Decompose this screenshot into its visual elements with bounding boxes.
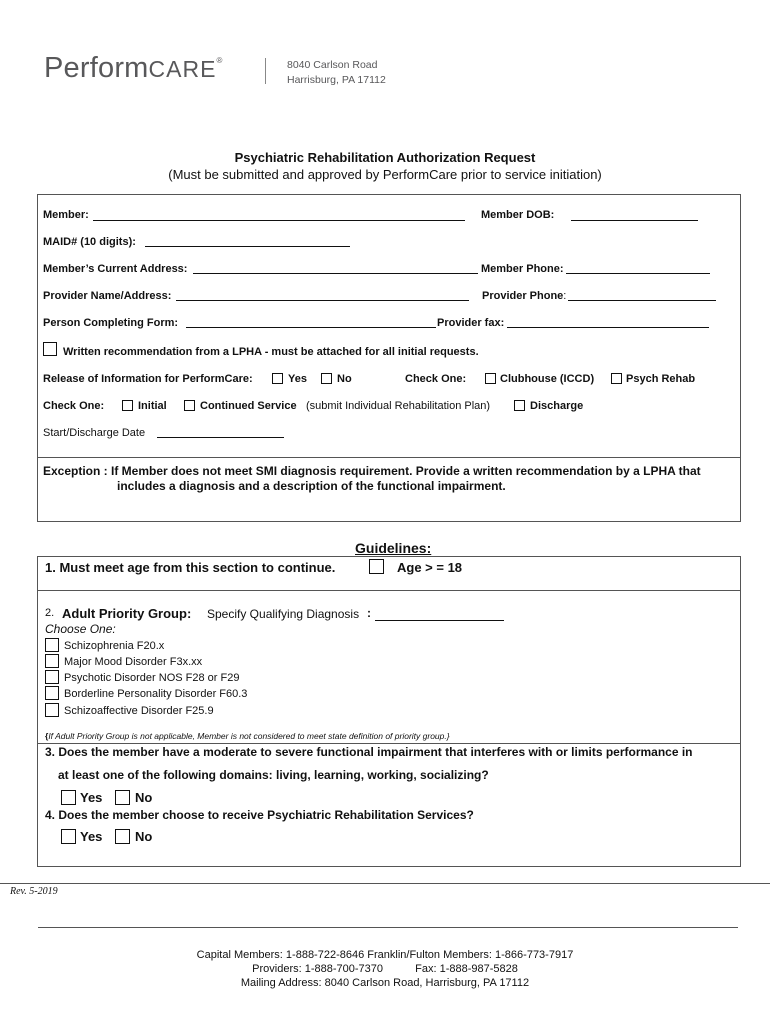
request-check-one-label: Check One: [43,400,105,412]
diagnosis-checkbox-3[interactable] [45,670,59,684]
q2-colon: : [367,606,371,620]
initial-label: Initial [138,400,167,412]
discharge-checkbox[interactable] [514,400,525,411]
page-subtitle: (Must be submitted and approved by PerformCare prior to service initiation) [168,167,602,182]
person-completing-label: Person Completing Form: [43,317,179,329]
maid-field[interactable] [145,246,350,247]
release-yes-checkbox[interactable] [272,373,283,384]
member-phone-field[interactable] [566,273,710,274]
guidelines-heading: Guidelines: [355,540,432,556]
member-field[interactable] [93,220,465,221]
footer-fax: Fax: 1-888-987-5828 [415,963,518,975]
start-discharge-text: Start/Discharge Date [43,427,146,439]
address-line-1: 8040 Carlson Road [287,59,378,71]
q2-title: Adult Priority Group: [62,606,192,621]
person-completing-field[interactable] [186,327,436,328]
priority-note-text: If Adult Priority Group is not applicable, Member is not considered to meet state definition of priority group.} [48,731,450,741]
diagnosis-label-5: Schizoaffective Disorder F25.9 [64,705,214,717]
start-discharge-label [43,427,145,439]
program-check-one-label: Check One: [405,373,467,385]
q2-number: 2. [45,607,55,619]
provider-name-field[interactable] [176,300,469,301]
lpha-text: Written recommendation from a LPHA - must be attached for all initial requests. [63,346,479,358]
priority-note-brace: { [45,731,49,741]
provider-phone-text: Provider Phone [482,290,564,302]
age-checkbox[interactable] [369,559,384,574]
diagnosis-label-1: Schizophrenia F20.x [64,640,165,652]
psych-rehab-checkbox[interactable] [611,373,622,384]
q4-no-label: No [135,829,153,844]
q3-no-checkbox[interactable] [115,790,130,805]
q3-divider [37,743,741,744]
performcare-logo [44,52,223,85]
clubhouse-label: Clubhouse (ICCD) [500,373,595,385]
diagnosis-label-4: Borderline Personality Disorder F60.3 [64,688,248,700]
diagnosis-label-2: Major Mood Disorder F3x.xx [64,656,203,668]
provider-phone-field[interactable] [568,300,716,301]
clubhouse-checkbox[interactable] [485,373,496,384]
q3-no-label: No [135,790,153,805]
maid-label: MAID# (10 digits): [43,236,136,248]
q3-line-2: at least one of the following domains: living, learning, working, socializing? [58,768,489,782]
logo-text-care: CARE [148,56,217,82]
header-address [287,58,386,88]
initial-checkbox[interactable] [122,400,133,411]
revision-divider [0,883,770,884]
age-option-label: Age > = 18 [397,560,463,575]
exception-line-2: includes a diagnosis and a description of the functional impairment. [117,479,506,493]
footer-line-1: Capital Members: 1-888-722-8646 Franklin/Fulton Members: 1-866-773-7917 [196,949,574,961]
registered-mark: ® [216,56,223,65]
footer-divider [38,927,738,928]
q3-line-1: 3. Does the member have a moderate to severe functional impairment that interferes with or limits performance in [45,745,693,759]
member-label: Member: [43,209,89,221]
release-yes-label: Yes [288,373,307,385]
exception-line-1: Exception : If Member does not meet SMI diagnosis requirement. Provide a written recommendation by a LPHA that [43,464,701,478]
diagnosis-checkbox-1[interactable] [45,638,59,652]
release-label: Release of Information for PerformCare: [43,373,253,385]
discharge-label: Discharge [530,400,584,412]
address-line-2: Harrisburg, PA 17112 [287,74,386,86]
diagnosis-checkbox-4[interactable] [45,686,59,700]
q1-text: 1. Must meet age from this section to continue. [45,560,336,575]
q4-yes-checkbox[interactable] [61,829,76,844]
diagnosis-checkbox-2[interactable] [45,654,59,668]
start-discharge-field[interactable] [157,437,284,438]
q3-yes-label: Yes [80,790,103,805]
diagnosis-label-3: Psychotic Disorder NOS F28 or F29 [64,672,240,684]
continued-service-label: Continued Service [200,400,297,412]
provider-phone-colon: : [563,290,567,302]
footer-line-3: Mailing Address: 8040 Carlson Road, Harrisburg, PA 17112 [240,977,530,989]
footer-line-2 [0,963,770,975]
exception-divider [37,457,741,458]
psych-rehab-label: Psych Rehab [626,373,696,385]
member-phone-label: Member Phone: [481,263,564,275]
priority-note [45,731,450,741]
diagnosis-checkbox-5[interactable] [45,703,59,717]
q4-text: 4. Does the member choose to receive Psychiatric Rehabilitation Services? [45,808,474,822]
release-no-label: No [337,373,352,385]
page-title: Psychiatric Rehabilitation Authorization Request [234,150,536,165]
revision-label: Rev. 5-2019 [10,886,58,897]
continued-service-checkbox[interactable] [184,400,195,411]
q4-yes-label: Yes [80,829,103,844]
current-address-label: Member’s Current Address: [43,263,188,275]
provider-fax-label: Provider fax: [437,317,505,329]
member-dob-label: Member DOB: [481,209,555,221]
provider-name-label: Provider Name/Address: [43,290,172,302]
q2-specify-label: Specify Qualifying Diagnosis [207,607,360,621]
logo-divider [265,58,266,84]
provider-phone-label [482,290,566,302]
release-no-checkbox[interactable] [321,373,332,384]
q3-yes-checkbox[interactable] [61,790,76,805]
choose-one-label: Choose One: [45,622,116,636]
continued-service-note: (submit Individual Rehabilitation Plan) [306,400,491,412]
logo-text-main: Perform [44,52,149,84]
lpha-checkbox[interactable] [43,342,57,356]
footer-providers: Providers: 1-888-700-7370 [252,963,383,975]
member-dob-field[interactable] [571,220,698,221]
provider-fax-field[interactable] [507,327,709,328]
current-address-field[interactable] [193,273,478,274]
q4-no-checkbox[interactable] [115,829,130,844]
diagnosis-field[interactable] [375,620,504,621]
guidelines-box [37,590,741,867]
